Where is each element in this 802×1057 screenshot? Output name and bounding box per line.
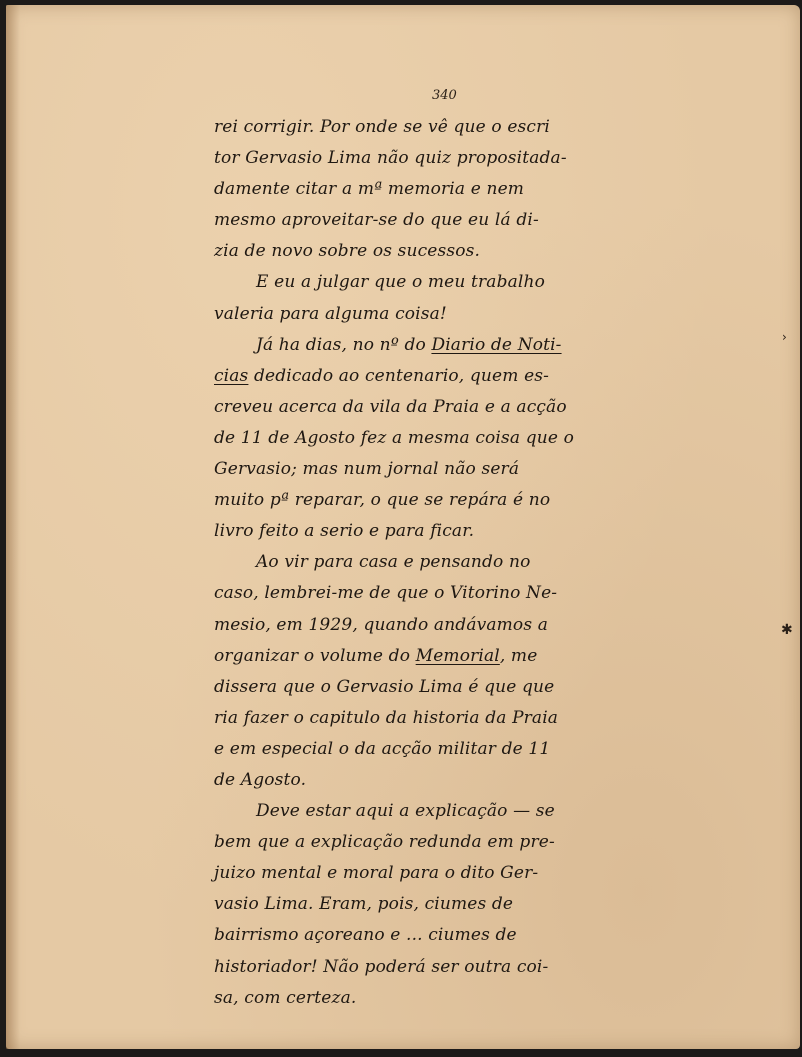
page-number: 340 bbox=[432, 88, 457, 103]
text-line bbox=[214, 454, 662, 485]
text-segment: historiador! Não poderá ser outra coi- bbox=[214, 956, 549, 977]
text-segment: livro feito a serio e para ficar. bbox=[214, 521, 475, 542]
text-segment: bairrismo açoreano e ... ciumes de bbox=[214, 925, 517, 946]
text-line bbox=[214, 236, 662, 267]
text-line bbox=[214, 392, 662, 423]
text-segment: vasio Lima. Eram, pois, ciumes de bbox=[214, 894, 514, 915]
underlined-text: Memorial bbox=[415, 645, 500, 666]
text-segment: Já ha dias, no nº do bbox=[256, 334, 432, 355]
text-segment: organizar o volume do bbox=[214, 645, 416, 666]
text-segment: dedicado ao centenario, quem es- bbox=[248, 365, 550, 386]
text-line bbox=[214, 641, 662, 672]
page-edge-shadow bbox=[6, 5, 20, 1049]
text-line bbox=[214, 610, 662, 641]
text-segment: caso, lembrei-me de que o Vitorino Ne- bbox=[214, 583, 558, 604]
text-segment: E eu a julgar que o meu trabalho bbox=[256, 272, 545, 293]
text-line bbox=[214, 547, 662, 578]
text-segment: mesio, em 1929, quando andávamos a bbox=[214, 614, 549, 635]
text-line bbox=[214, 920, 662, 951]
margin-mark: ✱ bbox=[781, 622, 793, 638]
text-segment: valeria para alguma coisa! bbox=[214, 303, 447, 324]
text-line bbox=[214, 827, 662, 858]
text-line bbox=[214, 330, 662, 361]
text-line bbox=[214, 516, 662, 547]
text-line bbox=[214, 299, 662, 330]
text-segment: damente citar a mª memoria e nem bbox=[214, 179, 525, 200]
text-segment: de Agosto. bbox=[214, 769, 307, 790]
text-line bbox=[214, 423, 662, 454]
text-line bbox=[214, 796, 662, 827]
text-line bbox=[214, 578, 662, 609]
text-segment: creveu acerca da vila da Praia e a acção bbox=[214, 396, 567, 417]
text-line bbox=[214, 112, 662, 143]
text-line bbox=[214, 765, 662, 796]
text-line bbox=[214, 267, 662, 298]
text-line bbox=[214, 672, 662, 703]
text-line bbox=[214, 952, 662, 983]
text-segment: e em especial o da acção militar de 11 bbox=[214, 738, 551, 759]
text-segment: Deve estar aqui a explicação — se bbox=[256, 801, 555, 822]
text-segment: mesmo aproveitar-se do que eu lá di- bbox=[214, 210, 539, 231]
text-line bbox=[214, 205, 662, 236]
margin-mark: › bbox=[782, 330, 787, 344]
text-segment: de 11 de Agosto fez a mesma coisa que o bbox=[214, 427, 574, 448]
underlined-text: cias bbox=[214, 365, 249, 386]
text-segment: rei corrigir. Por onde se vê que o escri bbox=[214, 117, 550, 137]
text-line bbox=[214, 983, 662, 1014]
text-line bbox=[214, 174, 662, 205]
underlined-text: Diario de Noti- bbox=[431, 334, 562, 355]
text-segment: ria fazer o capitulo da historia da Praia bbox=[214, 707, 559, 728]
text-line bbox=[214, 703, 662, 734]
handwritten-text-block bbox=[214, 112, 662, 1014]
text-segment: dissera que o Gervasio Lima é que que bbox=[214, 676, 555, 697]
text-line bbox=[214, 485, 662, 516]
text-segment: Ao vir para casa e pensando no bbox=[256, 552, 531, 573]
text-segment: sa, com certeza. bbox=[214, 987, 357, 1008]
text-segment: muito pª reparar, o que se repára é no bbox=[214, 490, 551, 511]
text-line bbox=[214, 361, 662, 392]
text-segment: tor Gervasio Lima não quiz propositada- bbox=[214, 148, 567, 169]
text-line bbox=[214, 858, 662, 889]
text-segment: , me bbox=[499, 645, 538, 666]
text-segment: zia de novo sobre os sucessos. bbox=[214, 241, 481, 262]
text-segment: juizo mental e moral para o dito Ger- bbox=[214, 863, 539, 884]
text-line bbox=[214, 143, 662, 174]
text-line bbox=[214, 734, 662, 765]
text-line bbox=[214, 889, 662, 920]
text-segment: Gervasio; mas num jornal não será bbox=[214, 459, 520, 480]
text-segment: bem que a explicação redunda em pre- bbox=[214, 832, 555, 853]
